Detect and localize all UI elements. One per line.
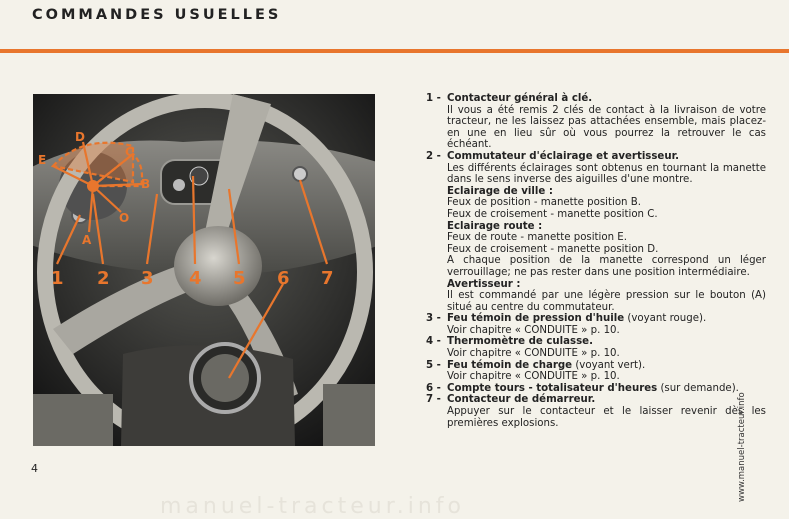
callout-2: 2 — [97, 268, 110, 289]
letter-e: E — [38, 153, 47, 167]
list-item-5: 5 - Feu témoin de charge (voyant vert). Voir chapitre « CONDUITE » p. 10. — [426, 359, 646, 383]
callout-4: 4 — [189, 268, 202, 289]
item-title: Feu témoin de pression d'huile — [447, 313, 625, 325]
callout-1: 1 — [51, 268, 64, 289]
callout-6: 6 — [277, 268, 290, 289]
letter-a: A — [82, 233, 92, 247]
list-item-2: 2 - Commutateur d'éclairage et avertisseur. Les différents éclairages sont obtenus en tournant la manette dans le sens inverse des aiguilles d'une montre. Eclairage de ville : Feux de position - manette position B. Feux de croisement - manette position C. Eclairage route : Feux de route - manette position E. Feux de croisement - manette position D. A chaque position de la manette correspond un léger verrouillage; ne pas rester dans une position intermédiaire. Avertisseur : Il est commandé par une légère pression sur le bouton (A) situé au centre du commutateur. — [426, 150, 766, 313]
page-header — [0, 0, 789, 52]
callout-overlay — [33, 94, 375, 446]
subheading: Avertisseur : — [447, 278, 521, 290]
letter-c: C — [125, 145, 134, 159]
subheading: Eclairage de ville : — [447, 185, 553, 197]
item-title: Contacteur général à clé. — [447, 93, 593, 104]
letter-b: B — [141, 177, 151, 191]
callout-5: 5 — [233, 268, 246, 289]
switch-center-marker — [87, 180, 99, 192]
letter-d: D — [75, 130, 85, 144]
item-title: Thermomètre de culasse. — [447, 336, 593, 348]
subheading: Eclairage route : — [447, 220, 543, 232]
header-rule — [0, 49, 789, 53]
list-item-3: 3 - Feu témoin de pression d'huile (voyant rouge). Voir chapitre « CONDUITE » p. 10. — [426, 313, 707, 336]
callout-7: 7 — [321, 268, 334, 289]
callout-3: 3 — [141, 268, 154, 289]
item-title: Contacteur de démarreur. — [447, 394, 596, 406]
page-number: 4 — [31, 462, 38, 475]
item-title: Compte tours - totalisateur d'heures — [447, 382, 658, 394]
dashboard-photo — [33, 94, 375, 446]
controls-list — [426, 93, 766, 429]
list-item-6: 6 - Compte tours - totalisateur d'heures (sur demande). — [426, 382, 739, 394]
letter-o: O — [119, 211, 130, 225]
section-title: COMMANDES USUELLES — [32, 7, 282, 23]
list-item-7: 7 - Contacteur de démarreur. Appuyer sur le contacteur et le laisser revenir dès les premières explosions. — [426, 394, 766, 429]
bottom-watermark: manuel-tracteur.info — [160, 494, 466, 519]
item-title: Feu témoin de charge — [447, 359, 573, 371]
list-item-1: 1 - Contacteur général à clé. Il vous a été remis 2 clés de contact à la livraison de votre tracteur, ne les laissez pas attachées ensemble, mais placez-en une en lieu sûr où vous pourrez la retrouver le cas échéant. — [426, 93, 766, 151]
list-item-4: 4 - Thermomètre de culasse. Voir chapitre « CONDUITE » p. 10. — [426, 336, 620, 360]
item-title: Commutateur d'éclairage et avertisseur. — [447, 150, 680, 162]
side-watermark: www.manuel-tracteur.info — [737, 392, 747, 502]
